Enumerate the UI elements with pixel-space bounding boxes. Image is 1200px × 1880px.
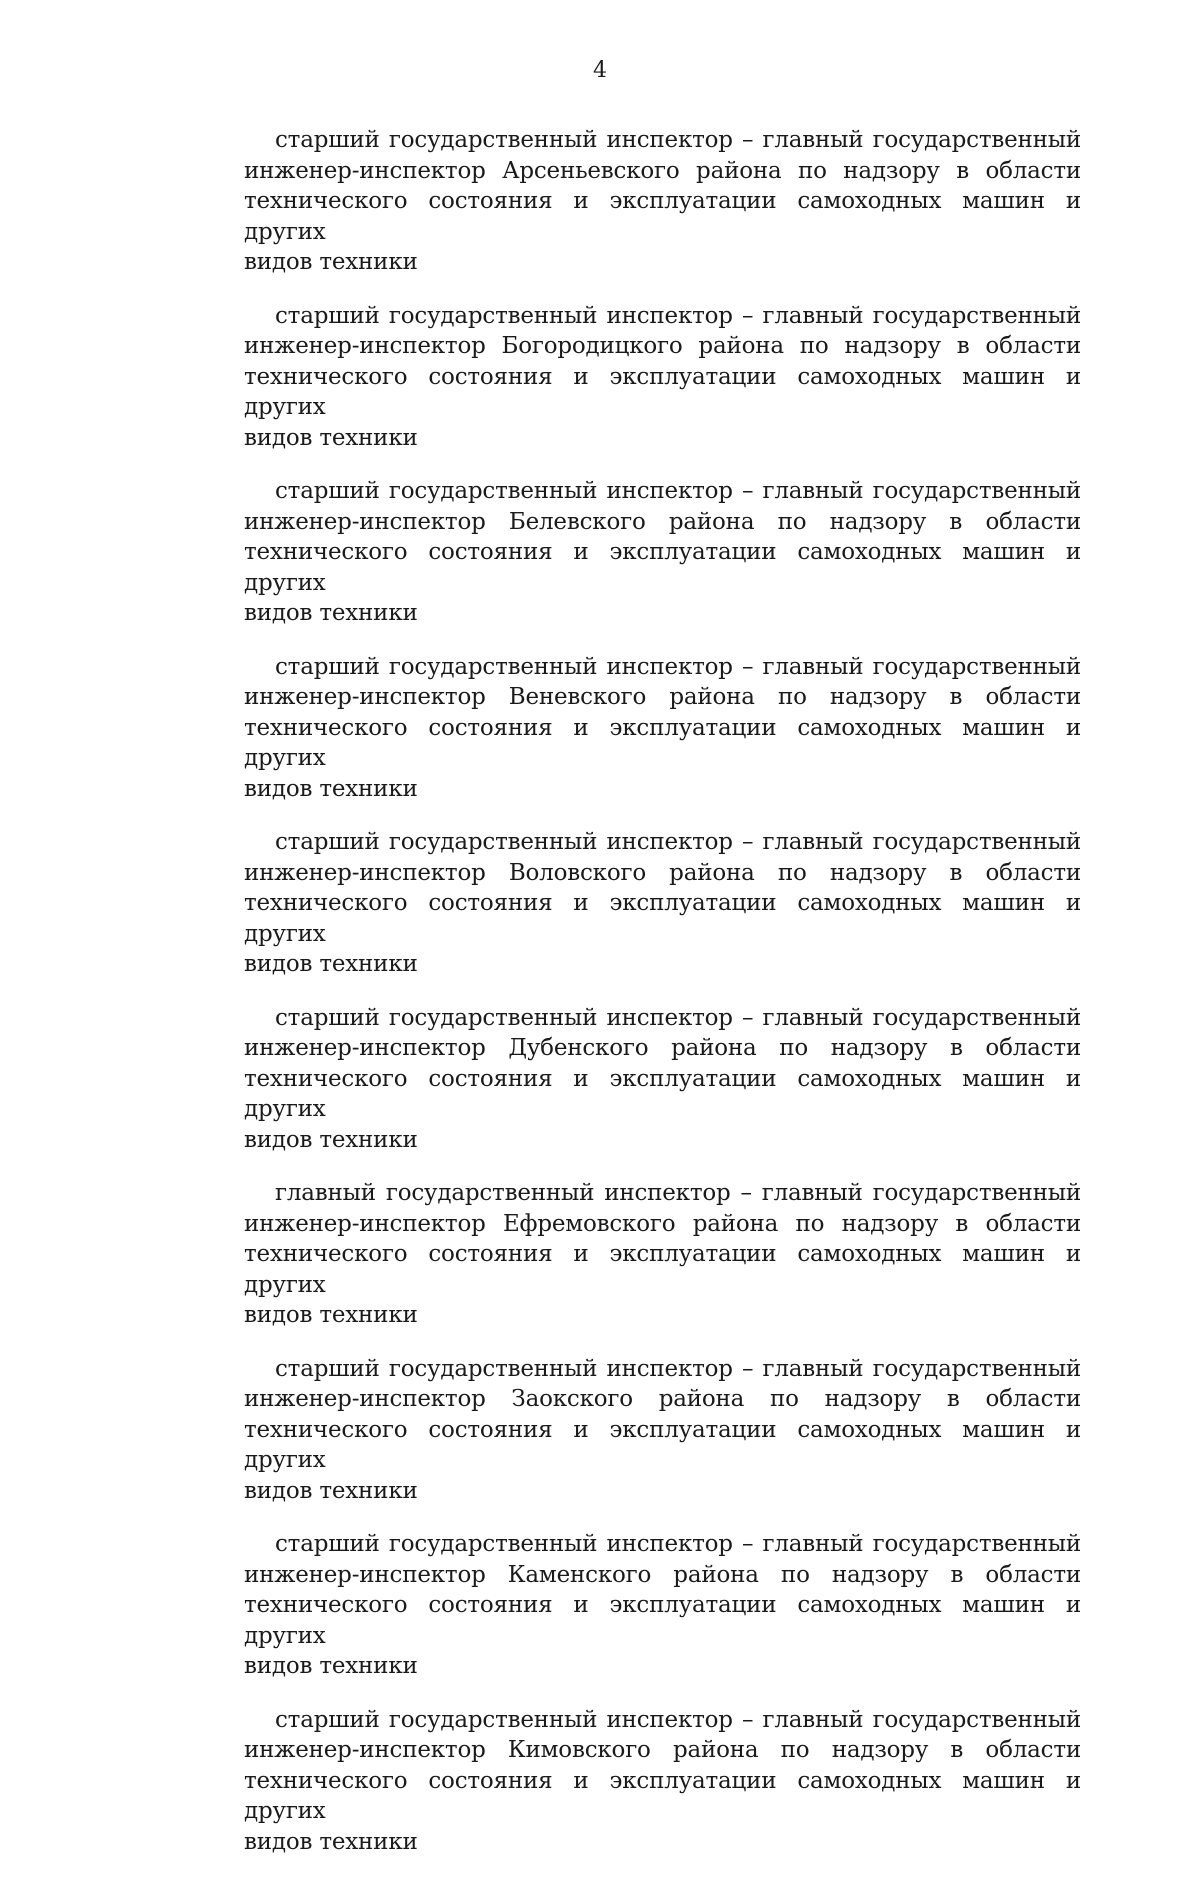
entry-line: видов техники xyxy=(244,1477,418,1504)
entry-line: инженер-инспектор Кимовского района по надзору в области xyxy=(244,1737,1081,1763)
entry-line: видов техники xyxy=(244,1302,418,1328)
entry-line: видов техники xyxy=(244,424,418,451)
entry-line: технического состояния и эксплуатации самоходных машин и других xyxy=(244,890,1081,947)
position-entry xyxy=(244,1178,1081,1331)
position-entry xyxy=(244,125,1081,278)
entry-line: видов техники xyxy=(244,951,418,977)
entry-line: технического состояния и эксплуатации самоходных машин и других xyxy=(244,188,1081,245)
entry-line: видов техники xyxy=(244,249,418,275)
entry-line: видов техники xyxy=(244,775,418,802)
position-entry xyxy=(244,1529,1081,1682)
entry-line: инженер-инспектор Арсеньевского района по надзору в области xyxy=(244,157,1081,184)
page-number: 4 xyxy=(593,58,607,83)
position-entry xyxy=(244,827,1081,980)
entry-line: старший государственный инспектор – главный государственный xyxy=(275,127,1081,153)
entry-line: старший государственный инспектор – главный государственный xyxy=(275,653,1081,680)
entry-line: инженер-инспектор Ефремовского района по надзору в области xyxy=(244,1210,1081,1237)
entry-line: видов техники xyxy=(244,600,418,626)
position-entry xyxy=(244,652,1081,805)
entry-line: инженер-инспектор Заокского района по надзору в области xyxy=(244,1386,1081,1412)
entry-line: старший государственный инспектор – главный государственный xyxy=(275,1706,1081,1733)
position-list xyxy=(244,125,1081,1880)
entry-line: главный государственный инспектор – главный государственный xyxy=(275,1180,1081,1206)
position-entry xyxy=(244,301,1081,454)
entry-line: видов техники xyxy=(244,1126,418,1153)
entry-line: технического состояния и эксплуатации самоходных машин и других xyxy=(244,1416,1081,1473)
entry-line: видов техники xyxy=(244,1828,418,1855)
entry-line: инженер-инспектор Каменского района по надзору в области xyxy=(244,1561,1081,1588)
entry-line: технического состояния и эксплуатации самоходных машин и других xyxy=(244,1592,1081,1649)
entry-line: инженер-инспектор Богородицкого района по надзору в области xyxy=(244,333,1081,359)
entry-line: технического состояния и эксплуатации самоходных машин и других xyxy=(244,1065,1081,1122)
entry-line: технического состояния и эксплуатации самоходных машин и других xyxy=(244,1767,1081,1824)
entry-line: инженер-инспектор Дубенского района по надзору в области xyxy=(244,1035,1081,1061)
position-entry xyxy=(244,1003,1081,1156)
entry-line: старший государственный инспектор – главный государственный xyxy=(275,1355,1081,1382)
entry-line: видов техники xyxy=(244,1653,418,1679)
entry-line: технического состояния и эксплуатации самоходных машин и других xyxy=(244,714,1081,771)
entry-line: инженер-инспектор Белевского района по надзору в области xyxy=(244,508,1081,535)
entry-line: старший государственный инспектор – главный государственный xyxy=(275,1531,1081,1557)
entry-line: инженер-инспектор Веневского района по надзору в области xyxy=(244,684,1081,710)
position-entry xyxy=(244,1705,1081,1858)
entry-line: технического состояния и эксплуатации самоходных машин и других xyxy=(244,363,1081,420)
position-entry xyxy=(244,476,1081,629)
entry-line: технического состояния и эксплуатации самоходных машин и других xyxy=(244,539,1081,596)
entry-line: технического состояния и эксплуатации самоходных машин и других xyxy=(244,1241,1081,1298)
position-entry xyxy=(244,1354,1081,1507)
entry-line: инженер-инспектор Воловского района по надзору в области xyxy=(244,859,1081,886)
entry-line: старший государственный инспектор – главный государственный xyxy=(275,302,1081,329)
entry-line: старший государственный инспектор – главный государственный xyxy=(275,1004,1081,1031)
entry-line: старший государственный инспектор – главный государственный xyxy=(275,829,1081,855)
entry-line: старший государственный инспектор – главный государственный xyxy=(275,478,1081,504)
